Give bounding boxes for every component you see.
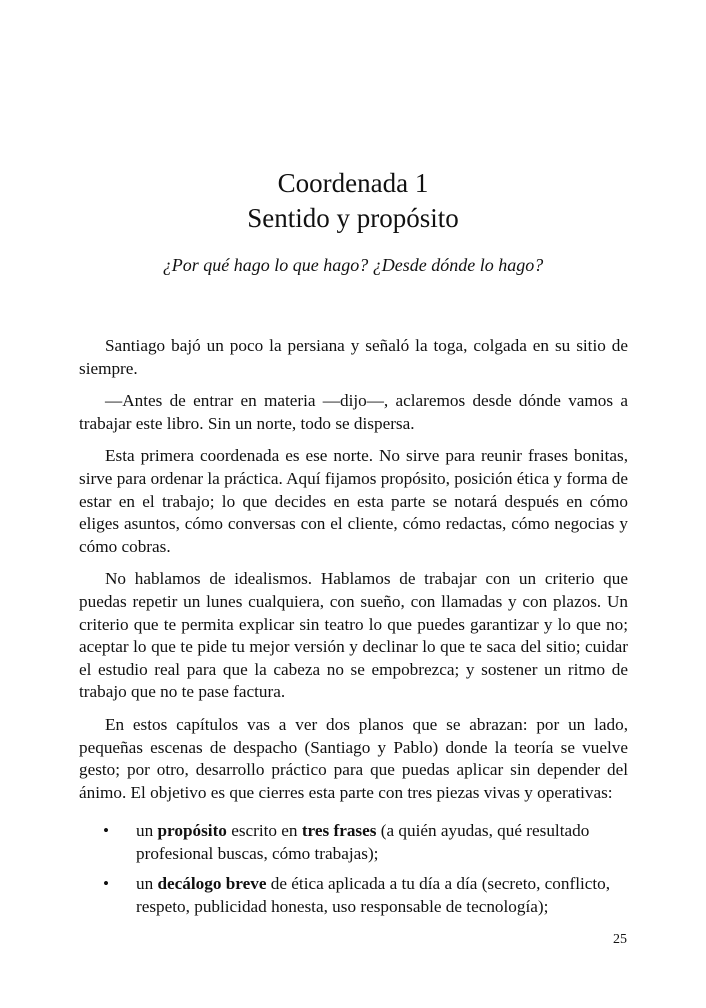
list-item xyxy=(79,873,628,918)
paragraph: En estos capítulos vas a ver dos planos que se abrazan: por un lado, pequeñas escenas de despacho (Santiago y Pablo) donde la teoría se vuelve gesto; por otro, desarrollo práctico para que puedas aplicar sin depender del ánimo. El objetivo es que cierres esta parte con tres piezas vivas y operativas: xyxy=(79,714,628,802)
body-text xyxy=(79,335,628,927)
list-item xyxy=(79,820,628,865)
paragraph: Santiago bajó un poco la persiana y señaló la toga, colgada en su sitio de siempre. xyxy=(79,336,628,378)
bullet-list xyxy=(79,820,628,918)
list-item-text: (a quién ayudas, qué resultado profesional buscas, cómo trabajas); xyxy=(136,821,590,863)
page-number: 25 xyxy=(613,932,627,947)
paragraph: Esta primera coordenada es ese norte. No sirve para reunir frases bonitas, sirve para ordenar la práctica. Aquí fijamos propósito, posición ética y forma de estar en el trabajo; lo que decides en esta parte se notará después en cómo eliges asuntos, cómo conversas con el cliente, cómo redactas, cómo negocias y cómo cobras. xyxy=(79,446,628,556)
list-item-text: un xyxy=(136,874,158,894)
list-item-text: escrito en xyxy=(226,821,302,841)
paragraph: —Antes de entrar en materia —dijo—, aclaremos desde dónde vamos a trabajar este libro. Sin un norte, todo se dispersa. xyxy=(79,391,628,433)
list-item-bold-text: tres frases xyxy=(301,821,377,841)
chapter-number: Coordenada 1 xyxy=(277,168,429,198)
list-item-bold-text: decálogo breve xyxy=(157,874,267,894)
list-item-bold-text: propósito xyxy=(157,821,227,841)
bullet-icon: • xyxy=(103,821,110,841)
bullet-icon: • xyxy=(103,874,110,894)
paragraph: No hablamos de idealismos. Hablamos de trabajar con un criterio que puedas repetir un lunes cualquiera, con sueño, con llamadas y con plazos. Un criterio que te permita explicar sin teatro lo que puedes garantizar y lo que no; aceptar lo que te pide tu mejor versión y declinar lo que te saca del sitio; cuidar el estudio real para que la cabeza no se empobrezca; y sostener un ritmo de trabajo que no te pase factura. xyxy=(79,569,628,702)
chapter-title: Sentido y propósito xyxy=(247,203,459,233)
list-item-text: de ética aplicada a tu día a día (secreto, conflicto, respeto, publicidad honesta, uso responsable de tecnología); xyxy=(136,874,611,917)
list-item-text: un xyxy=(136,821,158,841)
chapter-heading xyxy=(0,166,706,236)
chapter-subtitle: ¿Por qué hago lo que hago? ¿Desde dónde lo hago? xyxy=(162,255,544,275)
